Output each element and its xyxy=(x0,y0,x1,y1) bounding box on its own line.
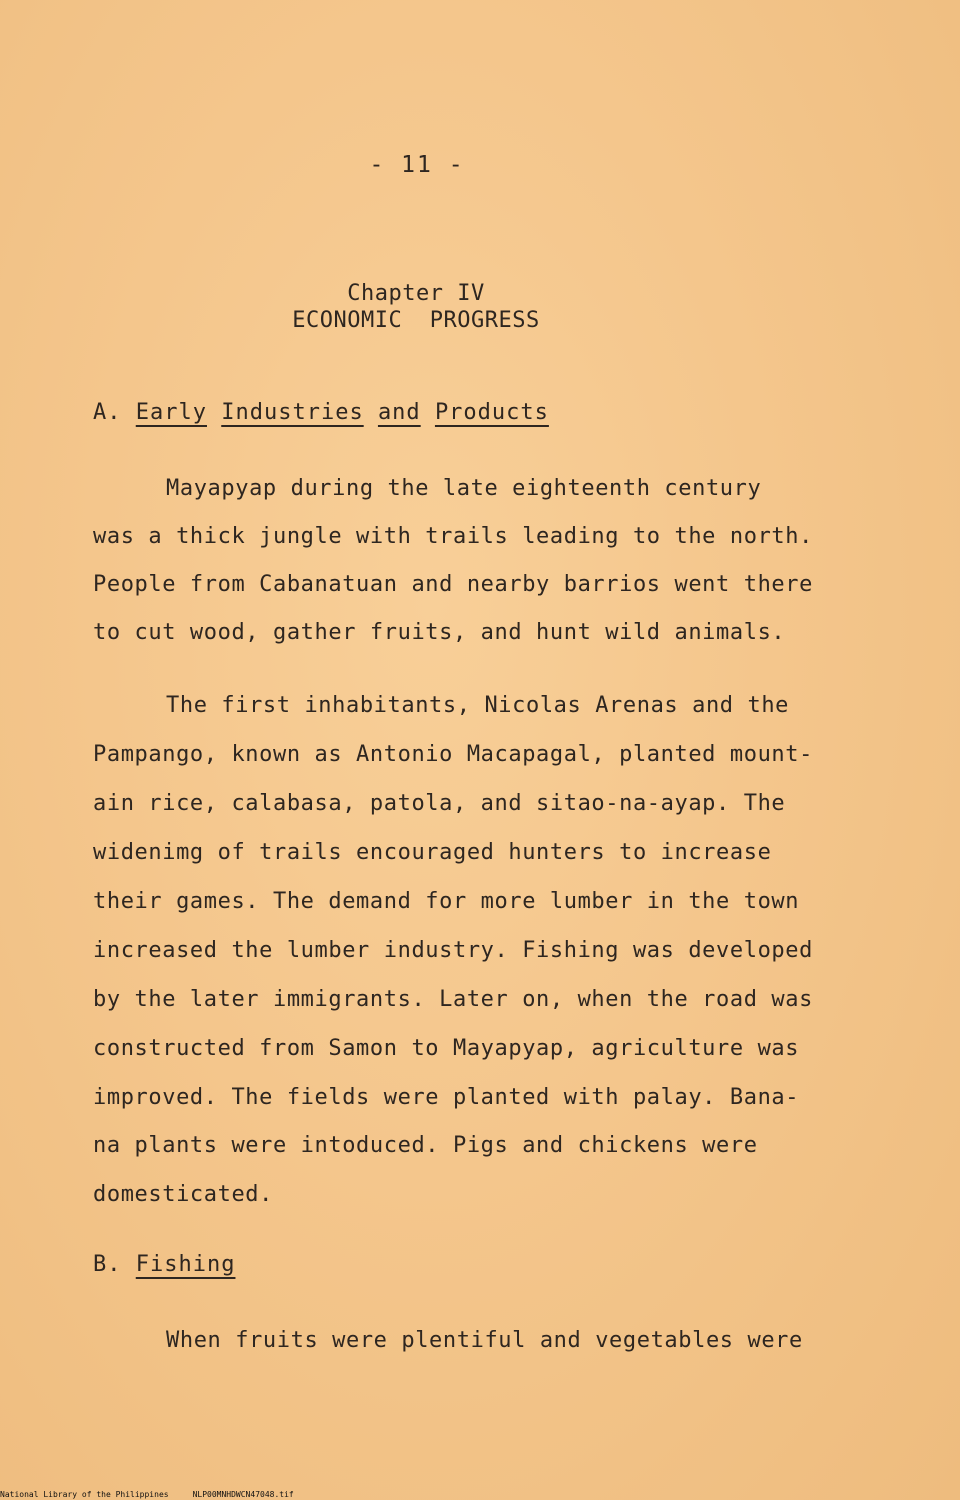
chapter-heading xyxy=(0,280,832,334)
text-line: their games. The demand for more lumber in the town xyxy=(93,889,800,914)
section-heading-word: Fishing xyxy=(135,1252,236,1277)
chapter-label: Chapter IV xyxy=(347,281,485,306)
text-line: na plants were intoduced. Pigs and chickens were xyxy=(93,1133,758,1158)
text-line: increased the lumber industry. Fishing was developed xyxy=(93,938,813,963)
section-heading-b xyxy=(93,1252,235,1277)
text-line: improved. The fields were planted with palay. Bana- xyxy=(93,1085,800,1110)
section-heading-word: Early xyxy=(135,400,207,425)
chapter-title: ECONOMIC PROGRESS xyxy=(292,308,540,333)
text-line: to cut wood, gather fruits, and hunt wild animals. xyxy=(93,620,786,645)
text-line: The first inhabitants, Nicolas Arenas and the xyxy=(166,693,790,718)
section-heading-word: Industries xyxy=(221,400,364,425)
section-heading-word: and xyxy=(377,400,421,425)
text-line: constructed from Samon to Mayapyap, agriculture was xyxy=(93,1036,800,1061)
text-line: was a thick jungle with trails leading to the north. xyxy=(93,524,813,549)
footer-filename: NLP00MNHDWCN47048.tif xyxy=(192,1490,294,1499)
text-line: domesticated. xyxy=(93,1182,273,1207)
text-line: Mayapyap during the late eighteenth century xyxy=(166,476,762,501)
text-line: People from Cabanatuan and nearby barrios went there xyxy=(93,572,813,597)
footer-library: National Library of the Philippines xyxy=(0,1490,169,1499)
text-line: ain rice, calabasa, patola, and sitao-na-ayap. The xyxy=(93,791,786,816)
text-line: When fruits were plentiful and vegetables were xyxy=(166,1328,803,1353)
page-number: - 11 - xyxy=(369,152,465,178)
section-heading-a xyxy=(93,400,549,425)
section-heading-word: Products xyxy=(434,400,549,425)
text-line: Pampango, known as Antonio Macapagal, planted mount- xyxy=(93,742,813,767)
text-line: widenimg of trails encouraged hunters to increase xyxy=(93,840,772,865)
text-line: by the later immigrants. Later on, when the road was xyxy=(93,987,813,1012)
section-letter: A. xyxy=(93,400,122,425)
scan-footer xyxy=(0,1490,318,1499)
section-letter: B. xyxy=(93,1252,122,1277)
